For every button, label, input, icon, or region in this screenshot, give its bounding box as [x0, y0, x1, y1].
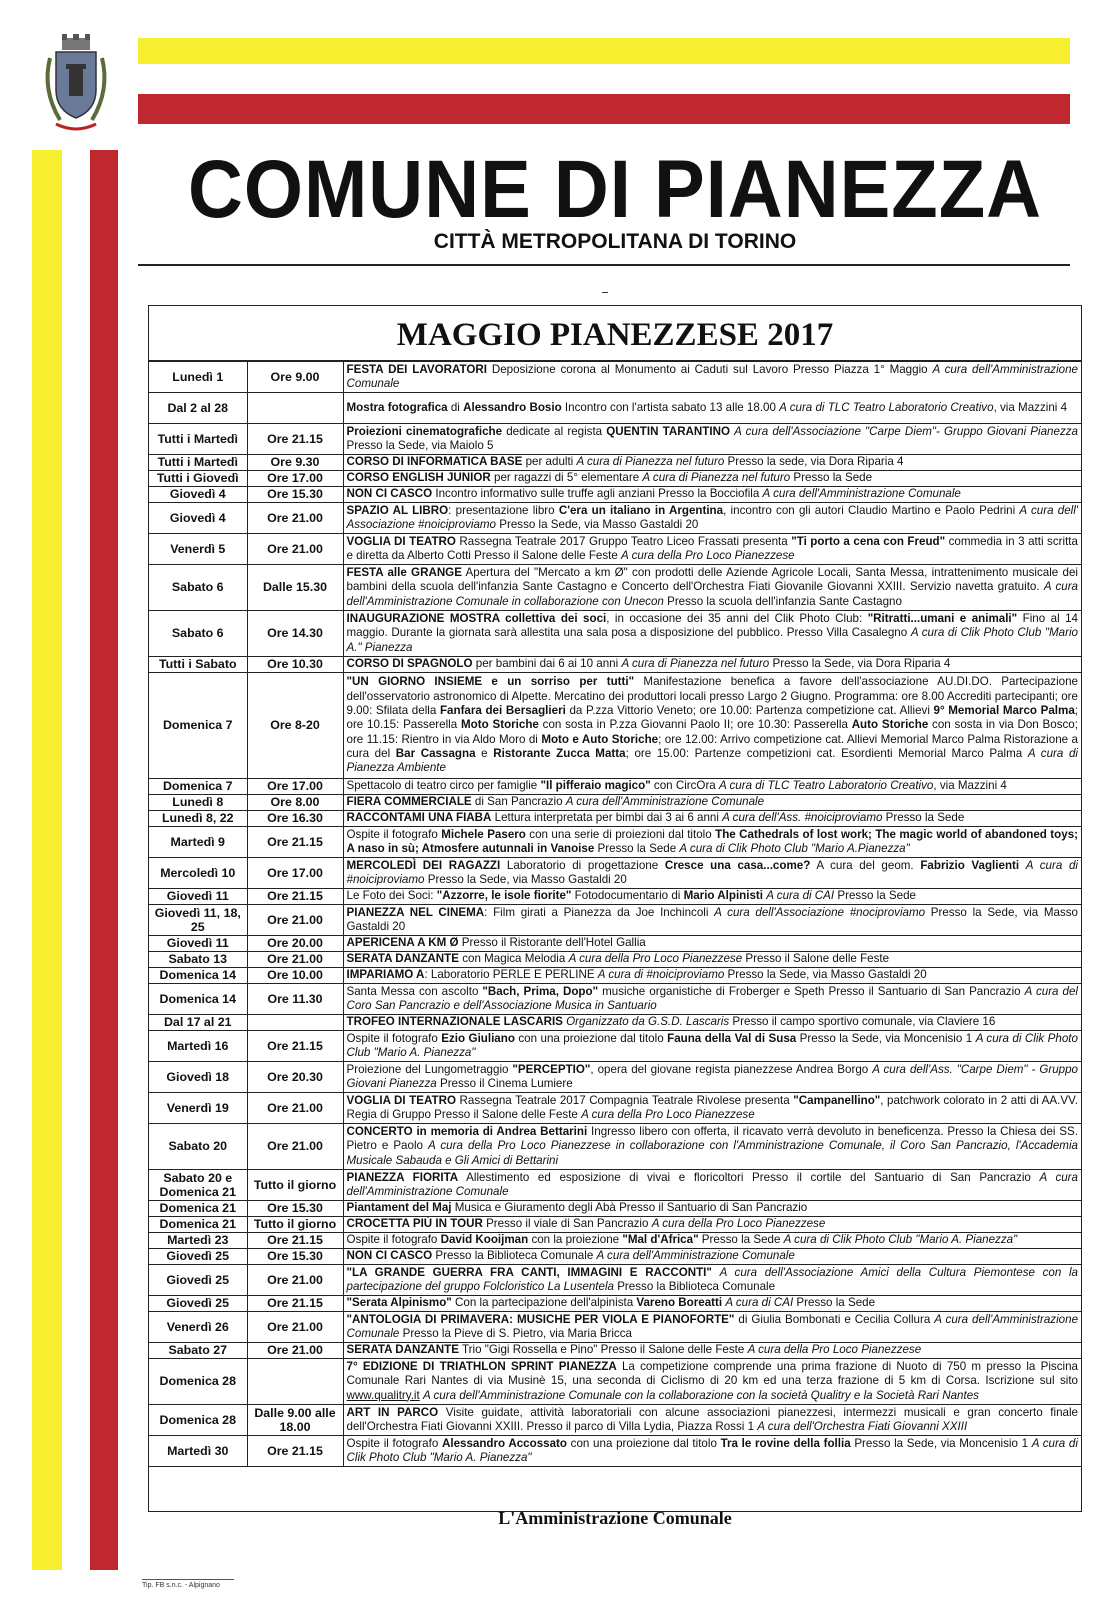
event-time: Ore 17.00: [247, 471, 343, 487]
event-time: Ore 21.00: [247, 905, 343, 936]
event-row: [149, 673, 1081, 779]
event-time: Ore 11.30: [247, 984, 343, 1015]
event-row: [149, 952, 1081, 968]
event-date: Domenica 14: [149, 968, 247, 984]
event-time: Ore 21.15: [247, 1296, 343, 1312]
event-time: Ore 21.00: [247, 1265, 343, 1296]
event-description: MERCOLEDÌ DEI RAGAZZI Laboratorio di progettazione Cresce una casa...come? A cura del geom. Fabrizio Vaglienti A cura di #noiciproviamo Presso la Sede, via Masso Gastaldi 20: [343, 858, 1081, 889]
event-description: TROFEO INTERNAZIONALE LASCARIS Organizzato da G.S.D. Lascaris Presso il campo sportivo comunale, via Claviere 16: [343, 1015, 1081, 1031]
closing-signature: L'Amministrazione Comunale: [498, 1508, 732, 1528]
top-red-stripe: [138, 94, 1070, 124]
event-date: Domenica 28: [149, 1359, 247, 1405]
event-time: Ore 21.15: [247, 889, 343, 905]
events-heading: MAGGIO PIANEZZESE 2017: [149, 306, 1081, 361]
event-row: [149, 905, 1081, 936]
event-time: Ore 17.00: [247, 779, 343, 795]
event-row: [149, 779, 1081, 795]
event-row: [149, 1217, 1081, 1233]
event-date: Martedì 16: [149, 1031, 247, 1062]
event-description: "UN GIORNO INSIEME e un sorriso per tutti" Manifestazione benefica a favore dell'associazione AU.DI.DO. Partecipazione dell'osservatorio astronomico di Alpette. Mercatino dei produttori locali presso Largo 2 Giugno. Programma: ore 8.00 Accrediti partecipanti; ore 9.00: Sfilata della Fanfara dei Bersaglieri da P.zza Vittorio Veneto; ore 10.00: Partenza competizione cat. Allievi 9° Memorial Marco Palma; ore 10.15: Passerella Moto Storiche con sosta in P.zza Giovanni Paolo II; ore 10.30: Passerella Auto Storiche con sosta in via Don Bosco; ore 11.15: Rientro in via Aldo Moro di Moto e Auto Storiche; ore 12.00: Arrivo competizione cat. Allievi Memorial Marco Palma Ristorazione a cura del Bar Cassagna e Ristorante Zucca Matta; ore 15.00: Partenze competizioni cat. Esordienti Memorial Marco Palma A cura di Pianezza Ambiente: [343, 673, 1081, 779]
event-description: Proiezioni cinematografiche dedicate al regista QUENTIN TARANTINO A cura dell'Associazione "Carpe Diem"- Gruppo Giovani Pianezza Presso la Sede, via Maiolo 5: [343, 424, 1081, 455]
event-time: Ore 20.00: [247, 936, 343, 952]
events-frame: [148, 305, 1082, 1512]
event-row: [149, 811, 1081, 827]
page-subtitle: CITTÀ METROPOLITANA DI TORINO: [433, 230, 797, 253]
event-time: [247, 393, 343, 424]
event-description: IMPARIAMO A: Laboratorio PERLE E PERLINE A cura di #noiciproviamo Presso la Sede, via Masso Gastaldi 20: [343, 968, 1081, 984]
event-time: Ore 21.00: [247, 1343, 343, 1359]
event-date: Giovedì 25: [149, 1265, 247, 1296]
event-time: Ore 21.15: [247, 1436, 343, 1467]
event-description: CONCERTO in memoria di Andrea Bettarini Ingresso libero con offerta, il ricavato verrà devoluto in beneficenza. Presso la Chiesa dei SS. Pietro e Paolo A cura della Pro Loco Pianezzese in collaborazione con l'Amministrazione Comunale, il Coro San Pancrazio, l'Accademia Musicale Sabauda e Gli Amici di Bettarini: [343, 1124, 1081, 1170]
event-time: Ore 21.15: [247, 1031, 343, 1062]
event-row: [149, 858, 1081, 889]
event-row: [149, 1343, 1081, 1359]
event-description: Ospite il fotografo Michele Pasero con una serie di proiezioni dal titolo The Cathedrals of lost work; The magic world of abandoned toys; A naso in sù; Atmosfere autunnali in Vanoise Presso la Sede A cura di Clik Photo Club "Mario A.Pianezza": [343, 827, 1081, 858]
event-time: Ore 21.15: [247, 827, 343, 858]
event-description: Piantament del Maj Musica e Giuramento degli Abà Presso il Santuario di San Pancrazio: [343, 1201, 1081, 1217]
event-date: Tutti i Martedì: [149, 455, 247, 471]
event-date: Venerdì 19: [149, 1093, 247, 1124]
event-row: [149, 1124, 1081, 1170]
event-time: Ore 21.15: [247, 1233, 343, 1249]
event-row: [149, 1015, 1081, 1031]
event-row: [149, 393, 1081, 424]
event-date: Sabato 20: [149, 1124, 247, 1170]
event-description: CORSO DI SPAGNOLO per bambini dai 6 ai 10 anni A cura di Pianezza nel futuro Presso la Sede, via Dora Riparia 4: [343, 657, 1081, 673]
event-date: Martedì 23: [149, 1233, 247, 1249]
event-date: Domenica 14: [149, 984, 247, 1015]
top-yellow-stripe: [138, 38, 1070, 64]
event-time: Ore 15.30: [247, 487, 343, 503]
event-description: SERATA DANZANTE con Magica Melodia A cura della Pro Loco Pianezzese Presso il Salone delle Feste: [343, 952, 1081, 968]
event-description: Santa Messa con ascolto "Bach, Prima, Dopo" musiche organistiche di Froberger e Speth Presso il Santuario di San Pancrazio A cura del Coro San Pancrazio e dell'Associazione Musica in Santuario: [343, 984, 1081, 1015]
event-description: PIANEZZA NEL CINEMA: Film girati a Pianezza da Joe Inchincoli A cura dell'Associazione #nociproviamo Presso la Sede, via Masso Gastaldi 20: [343, 905, 1081, 936]
event-date: Giovedì 25: [149, 1296, 247, 1312]
event-time: Ore 14.30: [247, 611, 343, 657]
event-time: Ore 16.30: [247, 811, 343, 827]
event-date: Giovedì 18: [149, 1062, 247, 1093]
event-description: "ANTOLOGIA DI PRIMAVERA: MUSICHE PER VIOLA E PIANOFORTE" di Giulia Bombonati e Cecilia Collura A cura dell'Amministrazione Comunale Presso la Pieve di S. Pietro, via Maria Bricca: [343, 1312, 1081, 1343]
event-row: [149, 984, 1081, 1015]
event-row: [149, 795, 1081, 811]
event-date: Domenica 7: [149, 673, 247, 779]
event-time: Ore 20.30: [247, 1062, 343, 1093]
event-time: Ore 17.00: [247, 858, 343, 889]
event-description: "LA GRANDE GUERRA FRA CANTI, IMMAGINI E RACCONTI" A cura dell'Associazione Amici della Cultura Piemontese con la partecipazione del gruppo Folcloristico La Lusentela Presso la Biblioteca Comunale: [343, 1265, 1081, 1296]
event-time: Ore 8.00: [247, 795, 343, 811]
event-time: Ore 21.00: [247, 952, 343, 968]
event-description: 7° EDIZIONE DI TRIATHLON SPRINT PIANEZZA La competizione comprende una prima frazione di Nuoto di 750 m presso la Piscina Comunale Rari Nantes di via Musinè 15, una seconda di Ciclismo di 20 km ed una terza frazione di 5 km di Corsa. Iscrizione sul sito www.qualitry.it A cura dell'Amministrazione Comunale con la collaborazione con la società Qualitry e la Società Rari Nantes: [343, 1359, 1081, 1405]
event-date: Venerdì 26: [149, 1312, 247, 1343]
events-table: [149, 361, 1081, 1467]
event-date: Domenica 7: [149, 779, 247, 795]
event-description: Ospite il fotografo Ezio Giuliano con una proiezione dal titolo Fauna della Val di Susa Presso la Sede, via Moncenisio 1 A cura di Clik Photo Club "Mario A. Pianezza": [343, 1031, 1081, 1062]
header-divider: [138, 264, 1070, 266]
event-row: [149, 565, 1081, 611]
event-description: VOGLIA DI TEATRO Rassegna Teatrale 2017 Compagnia Teatrale Rivolese presenta "Campanellino", patchwork colorato in 2 atti di AA.VV. Regia di Gruppo Presso il Salone delle Feste A cura della Pro Loco Pianezzese: [343, 1093, 1081, 1124]
event-time: Ore 21.00: [247, 503, 343, 534]
event-time: Tutto il giorno: [247, 1217, 343, 1233]
event-time: Ore 10.00: [247, 968, 343, 984]
event-date: Lunedì 8, 22: [149, 811, 247, 827]
event-date: Domenica 21: [149, 1201, 247, 1217]
printer-credit: Tip. FB s.n.c. - Alpignano: [142, 1582, 220, 1589]
event-time: [247, 1359, 343, 1405]
event-row: [149, 424, 1081, 455]
event-description: Ospite il fotografo Alessandro Accossato con una proiezione dal titolo Tra le rovine della follia Presso la Sede, via Moncenisio 1 A cura di Clik Photo Club "Mario A. Pianezza": [343, 1436, 1081, 1467]
event-date: Giovedì 25: [149, 1249, 247, 1265]
event-date: Lunedì 1: [149, 362, 247, 393]
event-time: Ore 21.00: [247, 1124, 343, 1170]
event-date: Sabato 20 e Domenica 21: [149, 1170, 247, 1201]
event-row: [149, 889, 1081, 905]
event-description: PIANEZZA FIORITA Allestimento ed esposizione di vivai e floricoltori Presso il cortile del Santuario di San Pancrazio A cura dell'Amministrazione Comunale: [343, 1170, 1081, 1201]
event-row: [149, 362, 1081, 393]
event-date: Sabato 27: [149, 1343, 247, 1359]
left-red-stripe: [90, 150, 118, 1570]
event-date: Giovedì 4: [149, 487, 247, 503]
event-time: Ore 21.00: [247, 1312, 343, 1343]
event-description: "Serata Alpinismo" Con la partecipazione dell'alpinista Vareno Boreatti A cura di CAI Presso la Sede: [343, 1296, 1081, 1312]
event-description: INAUGURAZIONE MOSTRA collettiva dei soci, in occasione dei 35 anni del Clik Photo Club: "Ritratti...umani e animali" Fino al 14 maggio. Durante la giornata sarà allestita una sala posa a disposizione del pubblico. Presso Villa Casalegno A cura di Clik Photo Club "Mario A." Pianezza: [343, 611, 1081, 657]
event-time: Dalle 15.30: [247, 565, 343, 611]
event-time: Tutto il giorno: [247, 1170, 343, 1201]
event-date: Giovedì 4: [149, 503, 247, 534]
event-row: [149, 1296, 1081, 1312]
event-description: Ospite il fotografo David Kooijman con la proiezione "Mal d'Africa" Presso la Sede A cura di Clik Photo Club "Mario A. Pianezza": [343, 1233, 1081, 1249]
event-time: [247, 1015, 343, 1031]
event-time: Ore 15.30: [247, 1249, 343, 1265]
event-date: Domenica 21: [149, 1217, 247, 1233]
event-date: Dal 2 al 28: [149, 393, 247, 424]
event-date: Martedì 9: [149, 827, 247, 858]
event-date: Domenica 28: [149, 1405, 247, 1436]
event-row: [149, 503, 1081, 534]
event-row: [149, 1312, 1081, 1343]
event-row: [149, 611, 1081, 657]
event-row: [149, 455, 1081, 471]
event-row: [149, 1233, 1081, 1249]
event-row: [149, 1405, 1081, 1436]
small-dash: [602, 292, 608, 293]
event-row: [149, 1062, 1081, 1093]
event-row: [149, 1249, 1081, 1265]
event-row: [149, 534, 1081, 565]
event-date: Lunedì 8: [149, 795, 247, 811]
coat-of-arms-icon: [36, 34, 116, 138]
event-date: Giovedì 11: [149, 889, 247, 905]
event-row: [149, 657, 1081, 673]
event-time: Ore 21.00: [247, 1093, 343, 1124]
event-description: Spettacolo di teatro circo per famiglie "Il pifferaio magico" con CircOra A cura di TLC Teatro Laboratorio Creativo, via Mazzini 4: [343, 779, 1081, 795]
event-description: CORSO DI INFORMATICA BASE per adulti A cura di Pianezza nel futuro Presso la sede, via Dora Riparia 4: [343, 455, 1081, 471]
event-time: Ore 21.15: [247, 424, 343, 455]
event-date: Sabato 13: [149, 952, 247, 968]
event-time: Ore 8-20: [247, 673, 343, 779]
event-description: FIERA COMMERCIALE di San Pancrazio A cura dell'Amministrazione Comunale: [343, 795, 1081, 811]
event-description: VOGLIA DI TEATRO Rassegna Teatrale 2017 Gruppo Teatro Liceo Frassati presenta "Ti porto a cena con Freud" commedia in 3 atti scritta e diretta da Alberto Cotti Presso il Salone delle Feste A cura della Pro Loco Pianezzese: [343, 534, 1081, 565]
event-date: Sabato 6: [149, 611, 247, 657]
event-description: FESTA DEI LAVORATORI Deposizione corona al Monumento ai Caduti sul Lavoro Presso Piazza 1° Maggio A cura dell'Amministrazione Comunale: [343, 362, 1081, 393]
event-description: SERATA DANZANTE Trio "Gigi Rossella e Pino" Presso il Salone delle Feste A cura della Pro Loco Pianezzese: [343, 1343, 1081, 1359]
event-row: [149, 471, 1081, 487]
event-row: [149, 1201, 1081, 1217]
event-date: Sabato 6: [149, 565, 247, 611]
event-row: [149, 936, 1081, 952]
event-description: NON CI CASCO Presso la Biblioteca Comunale A cura dell'Amministrazione Comunale: [343, 1249, 1081, 1265]
event-row: [149, 968, 1081, 984]
left-yellow-stripe: [32, 150, 62, 1570]
event-row: [149, 1436, 1081, 1467]
event-time: Ore 9.00: [247, 362, 343, 393]
event-date: Venerdì 5: [149, 534, 247, 565]
event-date: Dal 17 al 21: [149, 1015, 247, 1031]
event-description: RACCONTAMI UNA FIABA Lettura interpretata per bimbi dai 3 ai 6 anni A cura dell'Ass. #noiciproviamo Presso la Sede: [343, 811, 1081, 827]
event-description: CROCETTA PIÚ IN TOUR Presso il viale di San Pancrazio A cura della Pro Loco Pianezzese: [343, 1217, 1081, 1233]
event-date: Mercoledì 10: [149, 858, 247, 889]
event-description: SPAZIO AL LIBRO: presentazione libro C'era un italiano in Argentina, incontro con gli autori Claudio Martino e Paolo Pedrini A cura dell' Associazione #noiciproviamo Presso la Sede, via Masso Gastaldi 20: [343, 503, 1081, 534]
event-description: Mostra fotografica di Alessandro Bosio Incontro con l'artista sabato 13 alle 18.00 A cura di TLC Teatro Laboratorio Creativo, via Mazzini 4: [343, 393, 1081, 424]
event-description: APERICENA A KM Ø Presso il Ristorante dell'Hotel Gallia: [343, 936, 1081, 952]
event-time: Dalle 9.00 alle 18.00: [247, 1405, 343, 1436]
event-description: NON CI CASCO Incontro informativo sulle truffe agli anziani Presso la Bocciofila A cura dell'Amministrazione Comunale: [343, 487, 1081, 503]
event-date: Tutti i Martedì: [149, 424, 247, 455]
event-row: [149, 1031, 1081, 1062]
event-date: Tutti i Sabato: [149, 657, 247, 673]
event-date: Martedì 30: [149, 1436, 247, 1467]
event-description: FESTA alle GRANGE Apertura del "Mercato a km Ø" con prodotti delle Aziende Agricole Locali, Santa Messa, intrattenimento musicale dei bambini della scuola dell'infanzia Sante Castagno e Concerto dell'Orchestra Fiati Giovanile Giovanni XXIII. Servizio navetta gratuito. A cura dell'Amministrazione Comunale in collaborazione con Unecon Presso la scuola dell'infanzia Sante Castagno: [343, 565, 1081, 611]
event-row: [149, 827, 1081, 858]
event-date: Giovedì 11, 18, 25: [149, 905, 247, 936]
event-row: [149, 1265, 1081, 1296]
event-date: Tutti i Giovedì: [149, 471, 247, 487]
event-row: [149, 1093, 1081, 1124]
page-title: COMUNE DI PIANEZZA: [188, 143, 1042, 236]
event-row: [149, 1359, 1081, 1405]
event-description: Proiezione del Lungometraggio "PERCEPTIO", opera del giovane regista pianezzese Andrea Borgo A cura dell'Ass. "Carpe Diem" - Gruppo Giovani Pianezza Presso il Cinema Lumiere: [343, 1062, 1081, 1093]
event-description: ART IN PARCO Visite guidate, attività laboratoriali con alcune associazioni pianezzesi, intermezzi musicali e gran concerto finale dell'Orchestra Fiati Giovanni XXIII. Presso il parco di Villa Lydia, Piazza Rossi 1 A cura dell'Orchestra Fiati Giovanni XXIII: [343, 1405, 1081, 1436]
event-time: Ore 15.30: [247, 1201, 343, 1217]
event-description: CORSO ENGLISH JUNIOR per ragazzi di 5° elementare A cura di Pianezza nel futuro Presso la Sede: [343, 471, 1081, 487]
event-time: Ore 10.30: [247, 657, 343, 673]
event-time: Ore 21.00: [247, 534, 343, 565]
printer-divider: [142, 1579, 234, 1580]
event-date: Giovedì 11: [149, 936, 247, 952]
event-description: Le Foto dei Soci: "Azzorre, le isole fiorite" Fotodocumentario di Mario Alpinisti A cura di CAI Presso la Sede: [343, 889, 1081, 905]
event-row: [149, 1170, 1081, 1201]
event-row: [149, 487, 1081, 503]
event-time: Ore 9.30: [247, 455, 343, 471]
